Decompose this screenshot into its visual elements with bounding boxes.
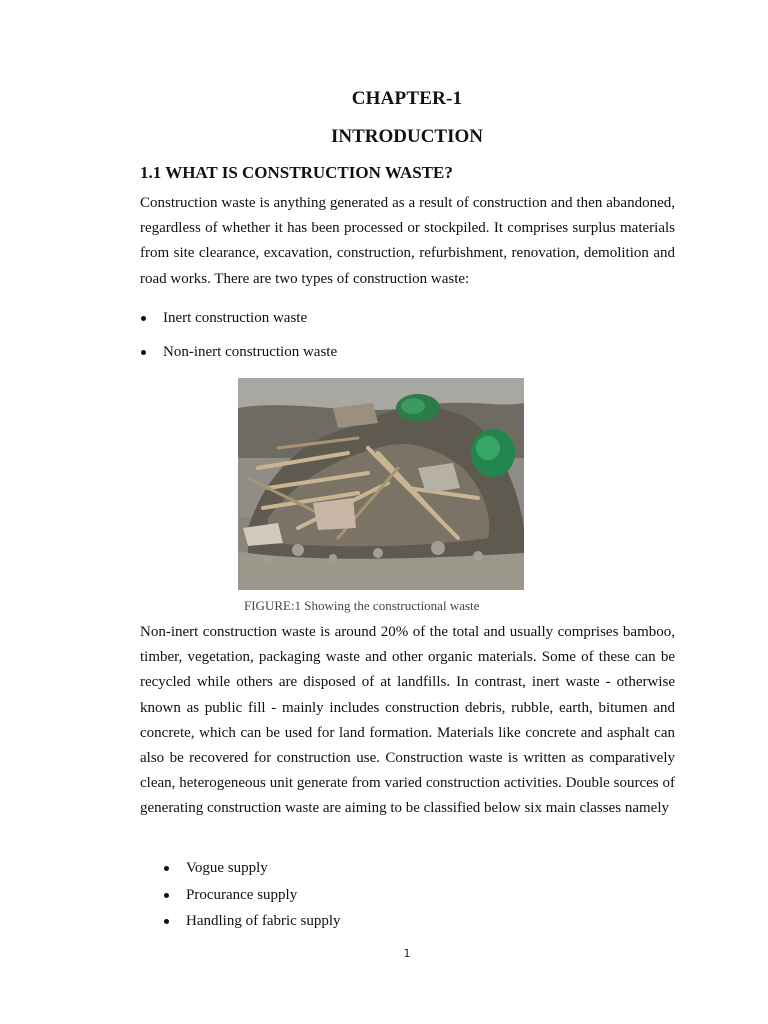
supply-classes-list [163,859,341,939]
bullet-icon [141,350,146,355]
bullet-icon [141,316,146,321]
list-item [163,912,341,939]
bullet-icon [164,866,169,871]
list-item [163,859,341,886]
list-item-text: Procurance supply [186,886,298,903]
page-number: 1 [403,947,411,960]
list-item [140,343,337,377]
list-item [163,886,341,913]
list-item-text: Vogue supply [186,860,268,876]
bullet-icon [164,893,169,898]
list-item-text: Handling of fabric supply [186,913,341,929]
paragraph-definition: Construction waste is anything generated as a result of construction and then abandoned, regardless of whether it has been processed or stockpiled. It comprises surplus materials from site clearance, excavation, construction, refurbishment, renovation, demolition and road works. There are two types of construction waste: [140,195,675,287]
bullet-icon [164,919,169,924]
chapter-label: CHAPTER-1 [351,88,463,109]
construction-debris-photo [238,378,524,590]
figure-caption: FIGURE:1 Showing the constructional waste [244,598,480,613]
section-heading: 1.1 WHAT IS CONSTRUCTION WASTE? [140,163,453,182]
list-item-text: Non-inert construction waste [163,344,338,360]
chapter-title: INTRODUCTION [330,126,484,147]
list-item-text: Inert construction waste [163,310,308,326]
waste-types-list [140,309,337,377]
list-item [140,309,337,343]
figure-image [238,378,524,590]
paragraph-non-inert: Non-inert construction waste is around 20% of the total and usually comprises bamboo, timber, vegetation, packaging waste and other organic materials. Some of these can be recycled while others are disposed of at landfills. In contrast, inert waste - otherwise known as public fill - mainly includes construction debris, rubble, earth, bitumen and concrete, which can be used for land formation. Materials like concrete and asphalt can also be recovered for construction use. Construction waste is written as comparatively clean, heterogeneous unit generate from varied construction activities. Double sources of generating construction waste are aiming to be classified below six main classes namely [140,624,675,817]
